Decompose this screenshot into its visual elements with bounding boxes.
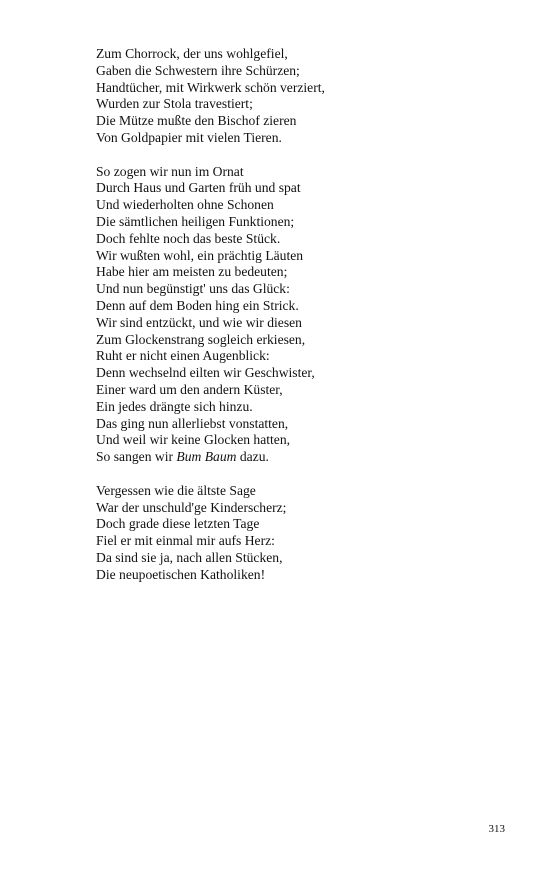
poem-text — [96, 46, 496, 600]
stanza-1 — [96, 46, 496, 147]
verse-line: Und nun begünstigt' uns das Glück: — [96, 281, 290, 297]
verse-line: Gaben die Schwestern ihre Schürzen; — [96, 62, 300, 78]
verse-line: Denn wechselnd eilten wir Geschwister, — [96, 365, 315, 381]
verse-line-with-italic — [96, 449, 496, 466]
verse-line: Denn auf dem Boden hing ein Strick. — [96, 297, 299, 313]
verse-line: Durch Haus und Garten früh und spat — [96, 180, 301, 196]
verse-line: Wir wußten wohl, ein prächtig Läuten — [96, 247, 304, 263]
verse-line: Die neupoetischen Katholiken! — [96, 566, 266, 582]
verse-line-end: dazu. — [236, 449, 269, 465]
verse-line: Die sämtlichen heiligen Funktionen; — [96, 213, 295, 229]
verse-line: Wurden zur Stola travestiert; — [96, 96, 253, 112]
verse-line: Ruht er nicht einen Augenblick: — [96, 348, 270, 364]
verse-line: Doch grade diese letzten Tage — [96, 516, 260, 532]
verse-line: Da sind sie ja, nach allen Stücken, — [96, 549, 283, 565]
verse-line: Doch fehlte noch das beste Stück. — [96, 230, 281, 246]
verse-line: Von Goldpapier mit vielen Tieren. — [96, 129, 282, 145]
verse-line: Einer ward um den andern Küster, — [96, 381, 283, 397]
page-number: 313 — [488, 823, 505, 835]
verse-line: Habe hier am meisten zu bedeuten; — [96, 264, 288, 280]
verse-line: Handtücher, mit Wirkwerk schön verziert, — [96, 79, 325, 95]
stanza-2 — [96, 164, 496, 466]
italic-phrase: Bum Baum — [176, 449, 237, 465]
verse-line: Zum Glockenstrang sogleich erkiesen, — [96, 331, 306, 347]
verse-line: So zogen wir nun im Ornat — [96, 163, 244, 179]
verse-line: Zum Chorrock, der uns wohlgefiel, — [96, 46, 288, 61]
verse-line: Und wiederholten ohne Schonen — [96, 197, 274, 213]
verse-line: Ein jedes drängte sich hinzu. — [96, 398, 253, 414]
verse-line-start: So sangen wir — [96, 449, 177, 465]
verse-line: Und weil wir keine Glocken hatten, — [96, 432, 291, 448]
verse-line: Das ging nun allerliebst vonstatten, — [96, 415, 289, 431]
verse-line: Wir sind entzückt, und wie wir diesen — [96, 314, 302, 330]
verse-line: War der unschuld'ge Kinderscherz; — [96, 499, 287, 515]
stanza-3 — [96, 483, 496, 584]
verse-line: Vergessen wie die ältste Sage — [96, 482, 256, 498]
verse-line: Fiel er mit einmal mir aufs Herz: — [96, 533, 275, 549]
verse-line: Die Mütze mußte den Bischof zieren — [96, 113, 297, 129]
